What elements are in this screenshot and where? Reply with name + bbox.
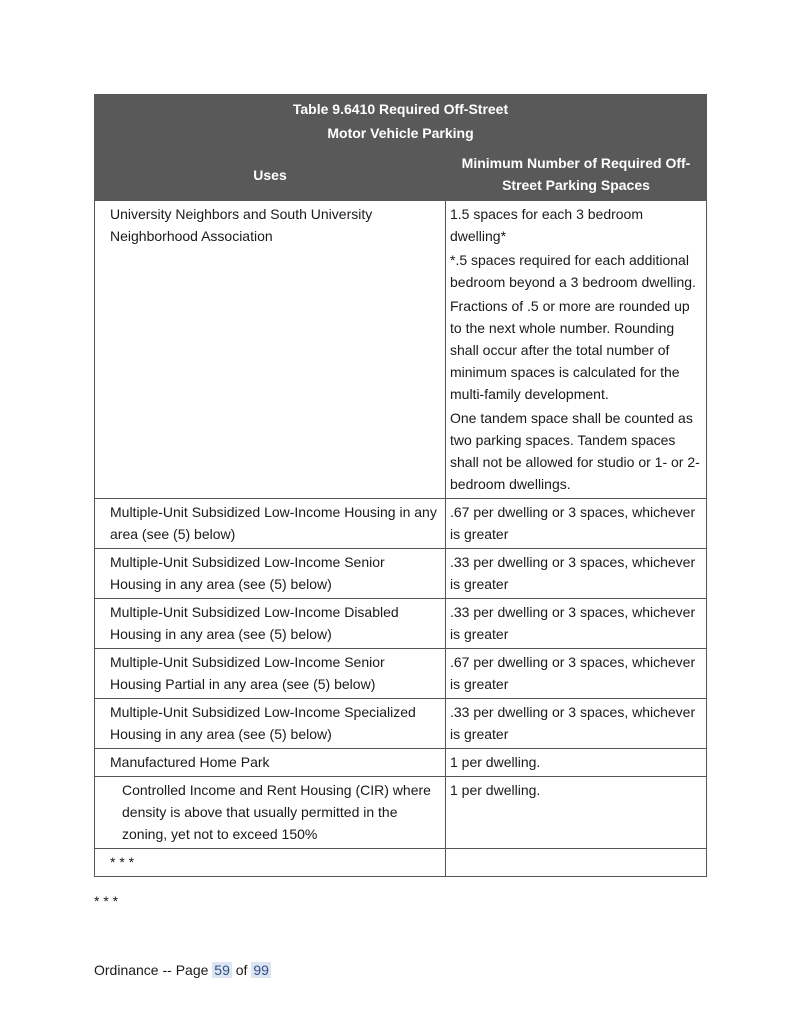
table-row — [95, 201, 707, 499]
use-cell: University Neighbors and South University Neighborhood Association — [95, 201, 446, 499]
requirement-cell: .67 per dwelling or 3 spaces, whichever is greater — [446, 499, 707, 549]
requirement-cell: 1 per dwelling. — [446, 777, 707, 849]
table-row — [95, 499, 707, 549]
footer-of: of — [235, 962, 248, 978]
table-title — [95, 95, 707, 150]
table-title-line-1: Table 9.6410 Required Off-Street — [292, 101, 509, 117]
total-page-count: 99 — [253, 962, 269, 978]
use-cell: Multiple-Unit Subsidized Low-Income Specialized Housing in any area (see (5) below) — [95, 699, 446, 749]
table-row — [95, 749, 707, 777]
use-cell-omission: * * * — [95, 849, 446, 877]
requirement-cell: 1 per dwelling. — [446, 749, 707, 777]
use-cell: Multiple-Unit Subsidized Low-Income Housing in any area (see (5) below) — [95, 499, 446, 549]
footer-label: Ordinance -- Page — [94, 962, 209, 978]
current-page-number: 59 — [214, 962, 230, 978]
use-cell: Multiple-Unit Subsidized Low-Income Senior Housing in any area (see (5) below) — [95, 549, 446, 599]
use-cell: Manufactured Home Park — [95, 749, 446, 777]
table-row — [95, 699, 707, 749]
use-cell: Multiple-Unit Subsidized Low-Income Senior Housing Partial in any area (see (5) below) — [95, 649, 446, 699]
requirement-cell: .67 per dwelling or 3 spaces, whichever is greater — [446, 649, 707, 699]
requirement-cell: .33 per dwelling or 3 spaces, whichever is greater — [446, 699, 707, 749]
parking-requirements-table — [94, 94, 707, 877]
table-row — [95, 649, 707, 699]
use-cell: Controlled Income and Rent Housing (CIR) where density is above that usually permitted in the zoning, yet not to exceed 150% — [95, 777, 446, 849]
table-row — [95, 849, 707, 877]
table-row — [95, 549, 707, 599]
requirement-paragraph: 1.5 spaces for each 3 bedroom dwelling* — [450, 206, 644, 244]
requirement-cell — [446, 849, 707, 877]
requirement-paragraph: *.5 spaces required for each additional bedroom beyond a 3 bedroom dwelling. — [450, 252, 696, 290]
page-footer — [94, 962, 271, 978]
column-header-uses: Uses — [95, 150, 446, 201]
table-row — [95, 777, 707, 849]
requirement-cell: .33 per dwelling or 3 spaces, whichever is greater — [446, 549, 707, 599]
table-title-line-2: Motor Vehicle Parking — [327, 125, 474, 141]
requirement-cell — [446, 201, 707, 499]
use-cell: Multiple-Unit Subsidized Low-Income Disabled Housing in any area (see (5) below) — [95, 599, 446, 649]
requirement-paragraph: One tandem space shall be counted as two parking spaces. Tandem spaces shall not be allowed for studio or 1- or 2-bedroom dwellings. — [450, 410, 700, 492]
table-row — [95, 599, 707, 649]
requirement-paragraph: Fractions of .5 or more are rounded up to the next whole number. Rounding shall occur after the total number of minimum spaces is calculated for the multi-family development. — [450, 298, 690, 402]
requirement-cell: .33 per dwelling or 3 spaces, whichever is greater — [446, 599, 707, 649]
omission-marker: * * * — [94, 893, 119, 909]
column-header-minimum-spaces: Minimum Number of Required Off-Street Parking Spaces — [446, 150, 707, 201]
